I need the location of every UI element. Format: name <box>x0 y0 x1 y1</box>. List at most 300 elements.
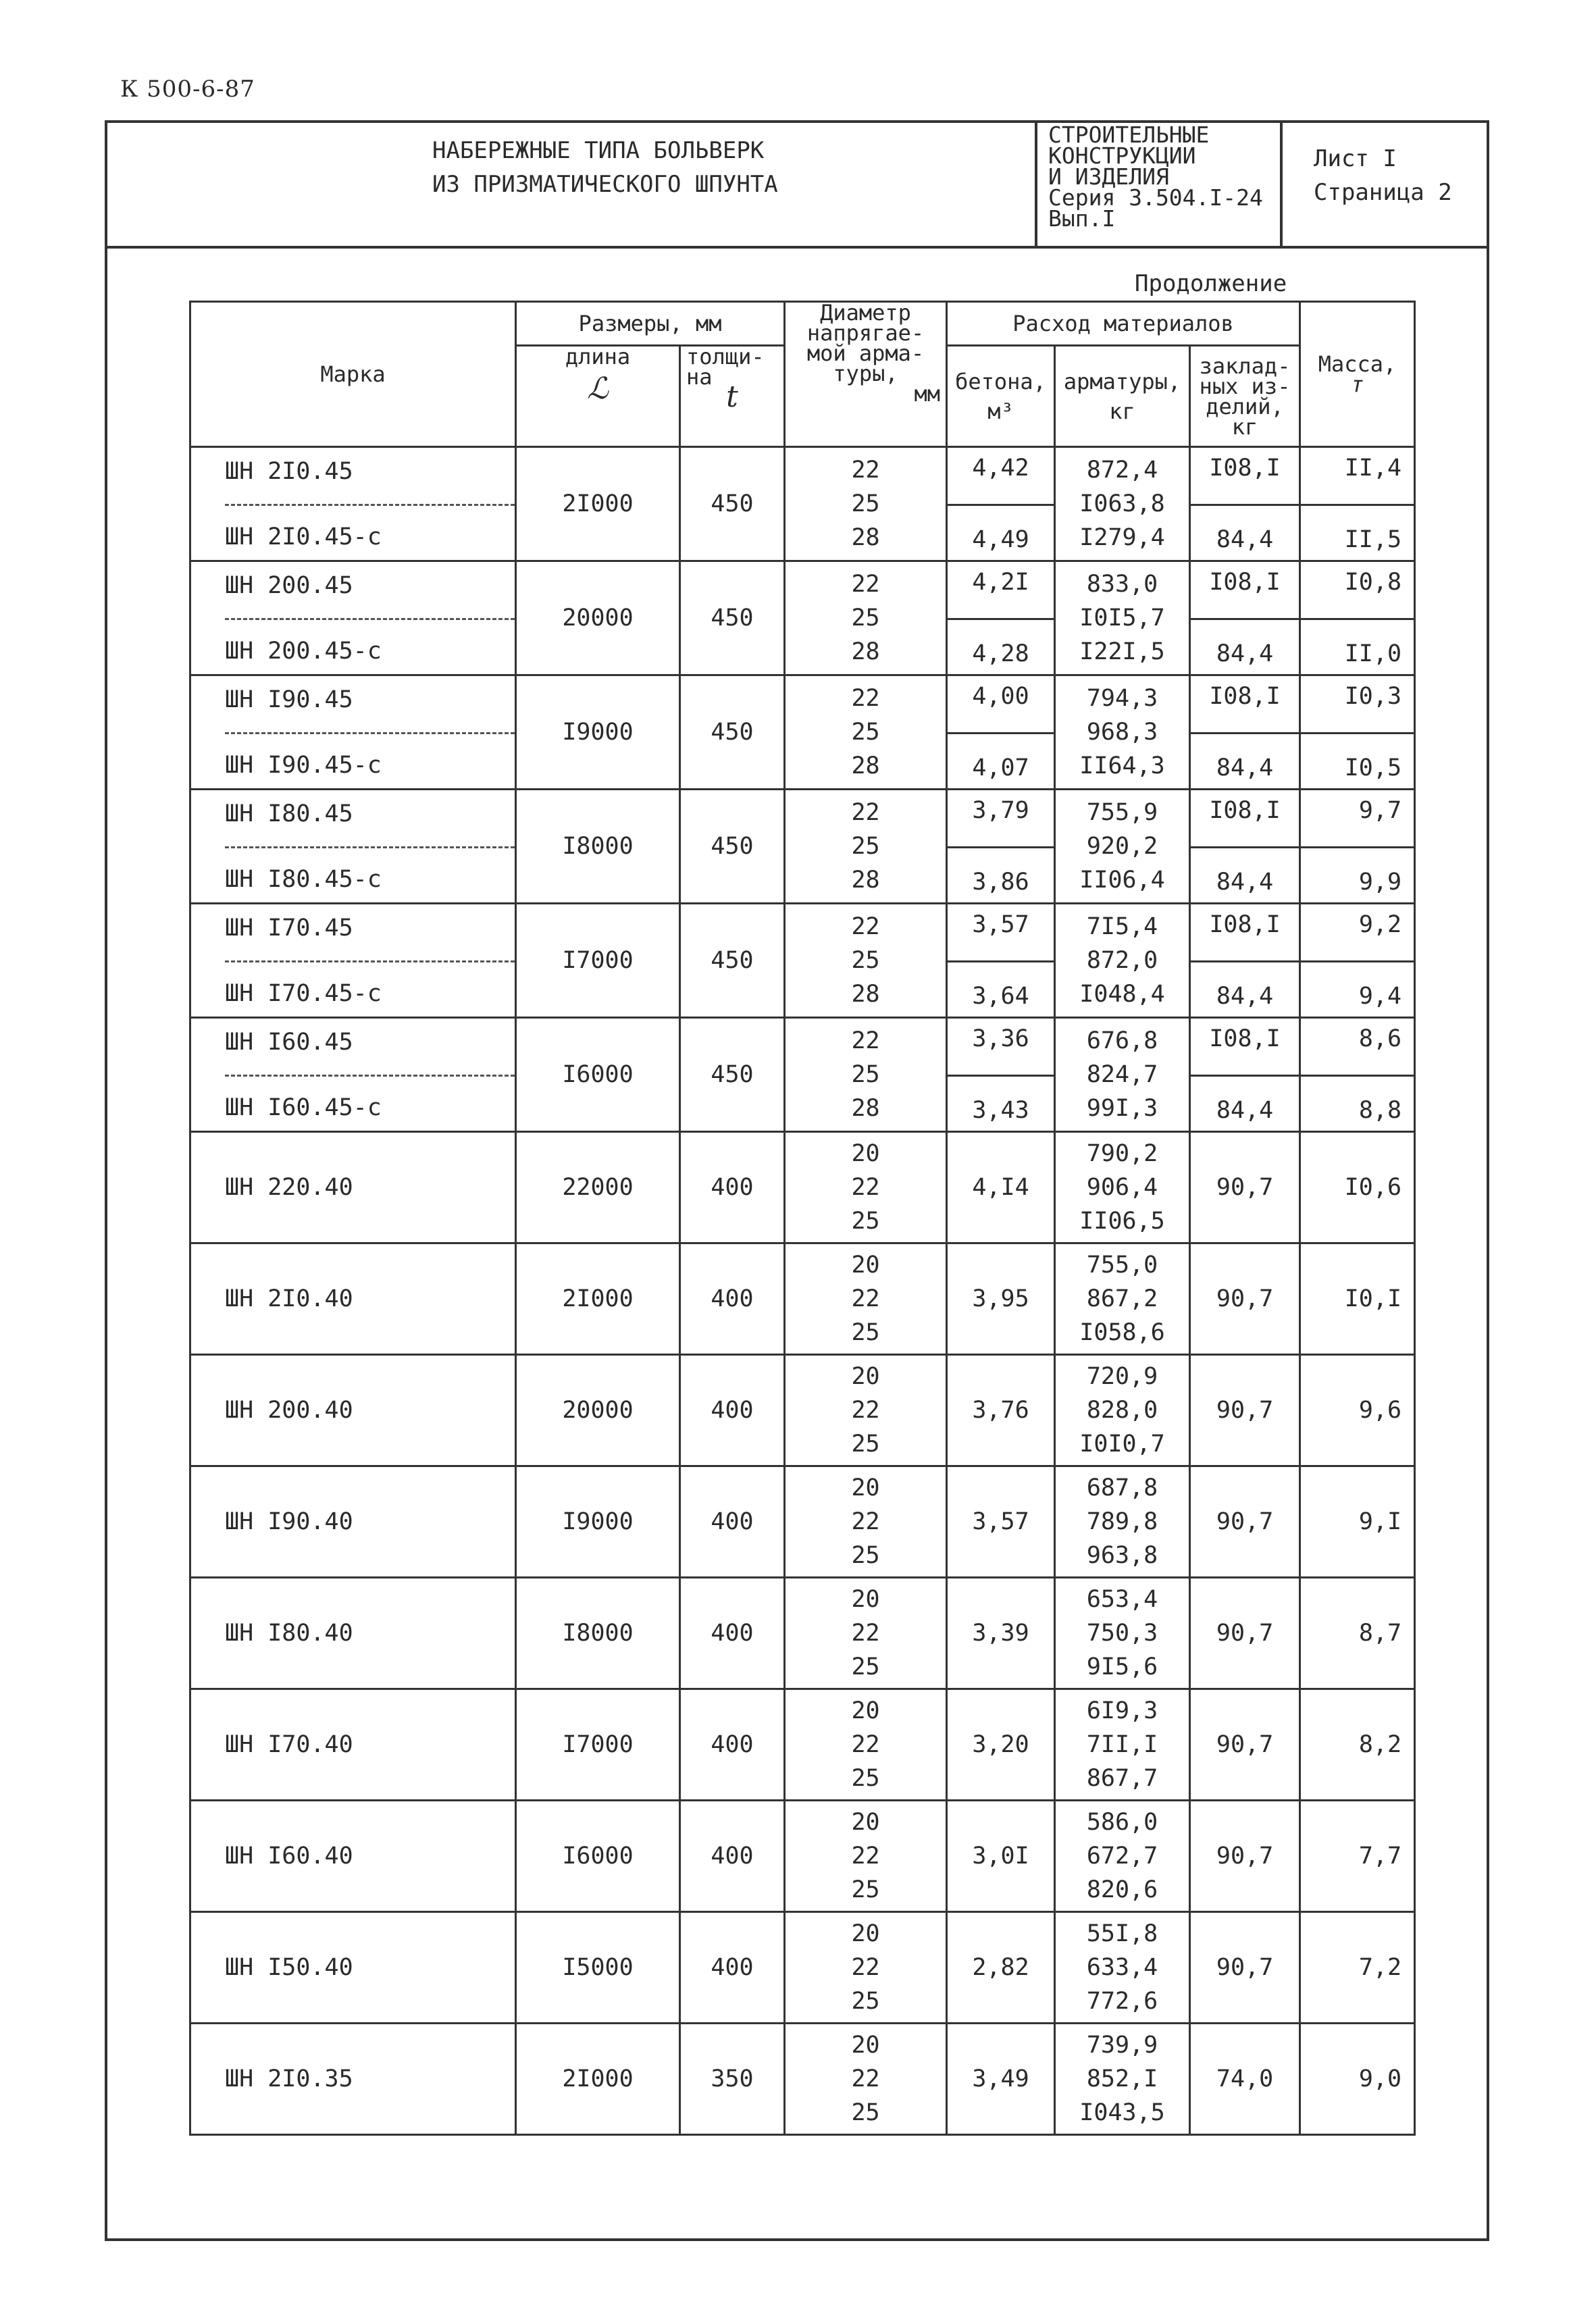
embedded-cell <box>1190 447 1300 561</box>
header-length <box>516 346 680 447</box>
diameter-value: 25 <box>851 1542 880 1569</box>
embedded-cell: 90,7 <box>1190 1243 1300 1355</box>
rebar-value: 633,4 <box>1086 1954 1158 1981</box>
diameter-cell <box>785 790 947 904</box>
mass-cell: 7,7 <box>1300 1801 1415 1912</box>
diameter-value: 20 <box>851 1920 880 1947</box>
header-thickness <box>680 346 785 447</box>
diameter-value: 22 <box>851 2065 880 2092</box>
rebar-value: 772,6 <box>1086 1988 1158 2015</box>
embedded-variant: 84,4 <box>1216 640 1274 667</box>
rebar-value: II64,3 <box>1079 752 1165 779</box>
rebar-value: 672,7 <box>1086 1843 1158 1870</box>
diameter-value: 22 <box>851 1508 880 1535</box>
rebar-value: 653,4 <box>1086 1586 1158 1613</box>
concrete-variant: 3,86 <box>972 869 1029 896</box>
concrete-primary: 3,79 <box>948 790 1054 848</box>
mark-variant: ШН I80.45-с <box>225 866 382 893</box>
mass-primary: I0,8 <box>1301 562 1414 620</box>
mark-cell <box>190 675 516 790</box>
embedded-cell: 90,7 <box>1190 1355 1300 1466</box>
rebar-value: 55I,8 <box>1086 1920 1158 1947</box>
thickness-cell: 450 <box>680 790 785 904</box>
mark-cell: ШН 200.40 <box>190 1355 516 1466</box>
header-rebar <box>1055 346 1190 447</box>
diameter-value: 25 <box>851 2099 880 2126</box>
rebar-value: 820,6 <box>1086 1876 1158 1903</box>
diameter-value: 22 <box>851 1027 880 1054</box>
mass-variant: 9,9 <box>1358 869 1402 896</box>
table-row <box>190 1132 1415 1243</box>
mass-cell: 7,2 <box>1300 1912 1415 2024</box>
embedded-primary: I08,I <box>1191 448 1299 506</box>
mass-cell: 9,6 <box>1300 1355 1415 1466</box>
title-line: ИЗ ПРИЗМАТИЧЕСКОГО ШПУНТА <box>432 171 778 198</box>
thickness-cell: 400 <box>680 1912 785 2024</box>
diameter-value: 22 <box>851 913 880 940</box>
header-line: бетона, <box>955 368 1046 394</box>
mark-cell: ШН I90.40 <box>190 1466 516 1578</box>
header-line: на <box>686 364 713 390</box>
length-cell: I8000 <box>516 790 680 904</box>
length-cell: I7000 <box>516 904 680 1018</box>
diameter-cell <box>785 1689 947 1801</box>
embedded-cell: 90,7 <box>1190 1801 1300 1912</box>
diameter-value: 28 <box>851 524 880 551</box>
rebar-value: 755,9 <box>1086 799 1158 826</box>
diameter-cell <box>785 561 947 675</box>
table-row-group <box>190 561 1415 675</box>
table-row-group <box>190 675 1415 790</box>
diameter-value: 20 <box>851 1252 880 1279</box>
concrete-cell: 3,39 <box>947 1578 1055 1689</box>
embedded-cell: 90,7 <box>1190 1466 1300 1578</box>
embedded-variant: 84,4 <box>1216 983 1274 1010</box>
materials-table <box>189 301 1416 2136</box>
mark-variant: ШН 200.45-с <box>225 638 382 665</box>
diameter-value: 22 <box>851 1285 880 1312</box>
concrete-cell <box>947 675 1055 790</box>
header-line: длина <box>565 344 631 369</box>
rebar-cell <box>1055 1018 1190 1132</box>
thickness-cell: 450 <box>680 675 785 790</box>
mass-cell: 9,0 <box>1300 2024 1415 2135</box>
series-line: И ИЗДЕЛИЯ <box>1048 163 1169 190</box>
diameter-value: 25 <box>851 1431 880 1458</box>
diameter-value: 25 <box>851 1876 880 1903</box>
diameter-value: 25 <box>851 1208 880 1235</box>
rebar-value: 794,3 <box>1086 685 1158 712</box>
mark-cell: ШН 2I0.40 <box>190 1243 516 1355</box>
concrete-primary: 4,2I <box>948 562 1054 620</box>
table-row <box>190 2024 1415 2135</box>
diameter-value: 25 <box>851 605 880 632</box>
rebar-value: 687,8 <box>1086 1474 1158 1501</box>
mark-cell: ШН I80.40 <box>190 1578 516 1689</box>
rebar-value: 9I5,6 <box>1086 1653 1158 1680</box>
diameter-value: 22 <box>851 1843 880 1870</box>
diameter-value: 22 <box>851 1397 880 1424</box>
embedded-variant: 84,4 <box>1216 1097 1274 1124</box>
rebar-value: 824,7 <box>1086 1061 1158 1088</box>
embedded-variant: 84,4 <box>1216 526 1274 553</box>
concrete-variant: 4,07 <box>972 754 1029 781</box>
header-line: арматуры, <box>1063 368 1181 394</box>
header-line: толщи- <box>686 344 765 369</box>
table-row <box>190 1466 1415 1578</box>
header-sizes: Размеры, мм <box>516 302 785 346</box>
diameter-value: 25 <box>851 1061 880 1088</box>
embedded-variant: 84,4 <box>1216 754 1274 781</box>
length-cell: 22000 <box>516 1132 680 1243</box>
rebar-value: 906,4 <box>1086 1174 1158 1201</box>
mass-primary: 8,6 <box>1301 1019 1414 1077</box>
diameter-value: 22 <box>851 1954 880 1981</box>
rebar-value: 750,3 <box>1086 1620 1158 1647</box>
thickness-cell: 400 <box>680 1578 785 1689</box>
thickness-cell: 400 <box>680 1132 785 1243</box>
concrete-cell: 3,95 <box>947 1243 1055 1355</box>
header-line: ных из- <box>1199 373 1291 399</box>
header-line: кг <box>1109 398 1135 424</box>
diameter-value: 20 <box>851 1697 880 1724</box>
mark-cell <box>190 904 516 1018</box>
diameter-value: 20 <box>851 1363 880 1390</box>
diameter-value: 25 <box>851 1988 880 2015</box>
mark-primary: ШН I80.45 <box>225 790 515 848</box>
mass-primary: 9,2 <box>1301 904 1414 962</box>
diameter-value: 20 <box>851 1474 880 1501</box>
thickness-cell: 350 <box>680 2024 785 2135</box>
mass-variant: 8,8 <box>1358 1097 1402 1124</box>
header-embedded <box>1190 346 1300 447</box>
concrete-cell: 4,I4 <box>947 1132 1055 1243</box>
header-line: делий, <box>1206 393 1284 419</box>
header-line: туры, <box>833 361 898 386</box>
header-mark: Марка <box>190 302 516 447</box>
diameter-cell <box>785 675 947 790</box>
table-row <box>190 1578 1415 1689</box>
mass-primary: II,4 <box>1301 448 1414 506</box>
embedded-cell: 90,7 <box>1190 1689 1300 1801</box>
rebar-value: 789,8 <box>1086 1508 1158 1535</box>
thickness-cell: 400 <box>680 1355 785 1466</box>
concrete-primary: 4,00 <box>948 676 1054 734</box>
mark-cell: ШН 2I0.35 <box>190 2024 516 2135</box>
mass-variant: 9,4 <box>1358 983 1402 1010</box>
mass-cell: I0,I <box>1300 1243 1415 1355</box>
diameter-value: 28 <box>851 752 880 779</box>
rebar-cell <box>1055 447 1190 561</box>
diameter-value: 20 <box>851 1586 880 1613</box>
length-cell: I8000 <box>516 1578 680 1689</box>
length-cell: 2I000 <box>516 1243 680 1355</box>
diameter-cell <box>785 1132 947 1243</box>
mark-variant: ШН I90.45-с <box>225 752 382 779</box>
mass-cell <box>1300 561 1415 675</box>
mark-variant: ШН I60.45-с <box>225 1094 382 1121</box>
mark-variant: ШН 2I0.45-с <box>225 523 382 550</box>
table-row-group <box>190 447 1415 561</box>
header-line: мм <box>914 381 941 407</box>
header-line: Диаметр <box>820 300 911 326</box>
mark-primary: ШН I90.45 <box>225 676 515 734</box>
concrete-cell <box>947 790 1055 904</box>
rebar-value: II06,5 <box>1079 1208 1165 1235</box>
diameter-value: 22 <box>851 1731 880 1758</box>
header-line: заклад- <box>1199 353 1291 379</box>
concrete-primary: 3,57 <box>948 904 1054 962</box>
table-row-group <box>190 904 1415 1018</box>
table-row <box>190 1912 1415 2024</box>
concrete-variant: 3,64 <box>972 983 1029 1010</box>
diameter-value: 28 <box>851 1095 880 1122</box>
concrete-cell <box>947 1018 1055 1132</box>
mass-cell: 8,7 <box>1300 1578 1415 1689</box>
diameter-value: 20 <box>851 1809 880 1836</box>
header-line: т <box>1350 371 1364 397</box>
diameter-value: 25 <box>851 719 880 746</box>
mark-cell <box>190 1018 516 1132</box>
rebar-cell <box>1055 1132 1190 1243</box>
thickness-symbol: t <box>726 380 738 414</box>
mass-variant: I0,5 <box>1344 754 1402 781</box>
mass-cell <box>1300 447 1415 561</box>
thickness-cell: 400 <box>680 1689 785 1801</box>
header-line: м³ <box>987 398 1014 424</box>
rebar-value: 755,0 <box>1086 1252 1158 1279</box>
mark-primary: ШН I60.45 <box>225 1019 515 1077</box>
sheet-block <box>1314 142 1452 209</box>
rebar-value: I063,8 <box>1079 490 1165 517</box>
rebar-value: I048,4 <box>1079 981 1165 1008</box>
embedded-primary: I08,I <box>1191 562 1299 620</box>
concrete-primary: 3,36 <box>948 1019 1054 1077</box>
rebar-value: I22I,5 <box>1079 638 1165 665</box>
mark-variant: ШН I70.45-с <box>225 980 382 1007</box>
embedded-cell: 90,7 <box>1190 1132 1300 1243</box>
thickness-cell: 450 <box>680 447 785 561</box>
rebar-cell <box>1055 1243 1190 1355</box>
diameter-value: 25 <box>851 1765 880 1792</box>
rebar-value: 872,0 <box>1086 947 1158 974</box>
mark-cell: ШН 220.40 <box>190 1132 516 1243</box>
table-row <box>190 1355 1415 1466</box>
mass-cell: 8,2 <box>1300 1689 1415 1801</box>
thickness-cell: 400 <box>680 1466 785 1578</box>
embedded-cell: 90,7 <box>1190 1578 1300 1689</box>
rebar-value: I043,5 <box>1079 2099 1165 2126</box>
table-row-group <box>190 1018 1415 1132</box>
page-number: Страница 2 <box>1314 179 1452 206</box>
rebar-value: 6I9,3 <box>1086 1697 1158 1724</box>
embedded-variant: 84,4 <box>1216 869 1274 896</box>
embedded-cell <box>1190 904 1300 1018</box>
table-row <box>190 1243 1415 1355</box>
table-row-group <box>190 790 1415 904</box>
series-line: СТРОИТЕЛЬНЫЕ <box>1048 122 1210 148</box>
length-cell: I9000 <box>516 1466 680 1578</box>
length-cell: I6000 <box>516 1018 680 1132</box>
length-cell: 2I000 <box>516 447 680 561</box>
rebar-value: 833,0 <box>1086 571 1158 598</box>
header-concrete <box>947 346 1055 447</box>
thickness-cell: 400 <box>680 1243 785 1355</box>
diameter-cell <box>785 1355 947 1466</box>
rebar-cell <box>1055 904 1190 1018</box>
thickness-cell: 450 <box>680 904 785 1018</box>
mark-cell: ШН I50.40 <box>190 1912 516 2024</box>
rebar-value: I058,6 <box>1079 1319 1165 1346</box>
diameter-value: 25 <box>851 1319 880 1346</box>
header-diameter <box>785 302 947 447</box>
mark-cell <box>190 790 516 904</box>
mark-primary: ШН 200.45 <box>225 562 515 620</box>
rebar-value: 739,9 <box>1086 2032 1158 2059</box>
embedded-primary: I08,I <box>1191 790 1299 848</box>
diameter-value: 22 <box>851 685 880 712</box>
rebar-cell <box>1055 790 1190 904</box>
diameter-cell <box>785 2024 947 2135</box>
mass-primary: 9,7 <box>1301 790 1414 848</box>
diameter-value: 22 <box>851 457 880 484</box>
thickness-cell: 450 <box>680 1018 785 1132</box>
document-title <box>432 134 778 201</box>
header-line: напрягае- <box>806 320 925 346</box>
concrete-cell: 3,20 <box>947 1689 1055 1801</box>
document-code: К 500-6-87 <box>120 76 255 103</box>
diameter-cell <box>785 1018 947 1132</box>
concrete-cell <box>947 904 1055 1018</box>
mark-cell <box>190 447 516 561</box>
rebar-value: 7I5,4 <box>1086 913 1158 940</box>
mass-cell <box>1300 904 1415 1018</box>
concrete-cell: 3,57 <box>947 1466 1055 1578</box>
embedded-cell: 74,0 <box>1190 2024 1300 2135</box>
diameter-cell <box>785 1912 947 2024</box>
title-block-divider <box>1280 120 1283 249</box>
mark-cell <box>190 561 516 675</box>
mark-cell: ШН I60.40 <box>190 1801 516 1912</box>
header-line: кг <box>1231 413 1258 440</box>
diameter-cell <box>785 1801 947 1912</box>
rebar-value: 867,2 <box>1086 1285 1158 1312</box>
thickness-cell: 450 <box>680 561 785 675</box>
rebar-cell <box>1055 1466 1190 1578</box>
length-cell: I6000 <box>516 1801 680 1912</box>
concrete-cell <box>947 447 1055 561</box>
diameter-cell <box>785 1243 947 1355</box>
rebar-value: 872,4 <box>1086 457 1158 484</box>
rebar-cell <box>1055 2024 1190 2135</box>
header-mass <box>1300 302 1415 447</box>
rebar-cell <box>1055 675 1190 790</box>
mass-cell <box>1300 790 1415 904</box>
diameter-cell <box>785 1466 947 1578</box>
rebar-value: 586,0 <box>1086 1809 1158 1836</box>
rebar-value: 968,3 <box>1086 719 1158 746</box>
thickness-cell: 400 <box>680 1801 785 1912</box>
length-cell: 20000 <box>516 1355 680 1466</box>
concrete-variant: 4,49 <box>972 526 1029 553</box>
length-cell: I9000 <box>516 675 680 790</box>
rebar-value: I0I5,7 <box>1079 605 1165 632</box>
diameter-value: 20 <box>851 1140 880 1167</box>
header-line: Масса, <box>1318 351 1397 377</box>
concrete-variant: 3,43 <box>972 1097 1029 1124</box>
concrete-cell: 3,76 <box>947 1355 1055 1466</box>
rebar-value: 867,7 <box>1086 1765 1158 1792</box>
concrete-cell: 3,49 <box>947 2024 1055 2135</box>
header-consumption: Расход материалов <box>947 302 1300 346</box>
rebar-cell <box>1055 1801 1190 1912</box>
concrete-cell: 3,0I <box>947 1801 1055 1912</box>
series-line: Серия 3.504.I-24 <box>1048 184 1263 211</box>
rebar-cell <box>1055 561 1190 675</box>
length-cell: 20000 <box>516 561 680 675</box>
diameter-cell <box>785 447 947 561</box>
mass-primary: I0,3 <box>1301 676 1414 734</box>
rebar-value: I0I0,7 <box>1079 1431 1165 1458</box>
rebar-value: 920,2 <box>1086 833 1158 860</box>
length-cell: 2I000 <box>516 2024 680 2135</box>
title-line: НАБЕРЕЖНЫЕ ТИПА БОЛЬВЕРК <box>432 137 765 164</box>
mass-variant: II,0 <box>1344 640 1402 667</box>
rebar-value: II06,4 <box>1079 867 1165 894</box>
mass-cell <box>1300 1018 1415 1132</box>
concrete-cell: 2,82 <box>947 1912 1055 2024</box>
diameter-cell <box>785 1578 947 1689</box>
concrete-primary: 4,42 <box>948 448 1054 506</box>
mass-cell: 9,I <box>1300 1466 1415 1578</box>
mass-cell <box>1300 675 1415 790</box>
length-cell: I5000 <box>516 1912 680 2024</box>
diameter-value: 25 <box>851 833 880 860</box>
diameter-value: 25 <box>851 947 880 974</box>
title-block-divider <box>1035 120 1037 249</box>
concrete-variant: 4,28 <box>972 640 1029 667</box>
embedded-cell: 90,7 <box>1190 1912 1300 2024</box>
mass-variant: II,5 <box>1344 526 1402 553</box>
rebar-value: 828,0 <box>1086 1397 1158 1424</box>
header-line: мой арма- <box>806 340 925 366</box>
rebar-cell <box>1055 1355 1190 1466</box>
mark-primary: ШН I70.45 <box>225 904 515 962</box>
diameter-value: 28 <box>851 638 880 665</box>
series-line: Вып.I <box>1048 205 1116 232</box>
diameter-value: 28 <box>851 981 880 1008</box>
mark-primary: ШН 2I0.45 <box>225 448 515 506</box>
embedded-primary: I08,I <box>1191 904 1299 962</box>
continuation-label: Продолжение <box>1135 270 1287 297</box>
mass-cell: I0,6 <box>1300 1132 1415 1243</box>
embedded-cell <box>1190 790 1300 904</box>
rebar-value: 852,I <box>1086 2065 1158 2092</box>
rebar-value: 676,8 <box>1086 1027 1158 1054</box>
diameter-value: 22 <box>851 1174 880 1201</box>
series-block <box>1048 122 1263 232</box>
embedded-cell <box>1190 1018 1300 1132</box>
diameter-value: 25 <box>851 1653 880 1680</box>
embedded-primary: I08,I <box>1191 1019 1299 1077</box>
rebar-value: 720,9 <box>1086 1363 1158 1390</box>
embedded-cell <box>1190 561 1300 675</box>
length-symbol: ℒ <box>587 371 609 406</box>
rebar-cell <box>1055 1912 1190 2024</box>
rebar-value: 790,2 <box>1086 1140 1158 1167</box>
diameter-value: 22 <box>851 1620 880 1647</box>
rebar-cell <box>1055 1578 1190 1689</box>
